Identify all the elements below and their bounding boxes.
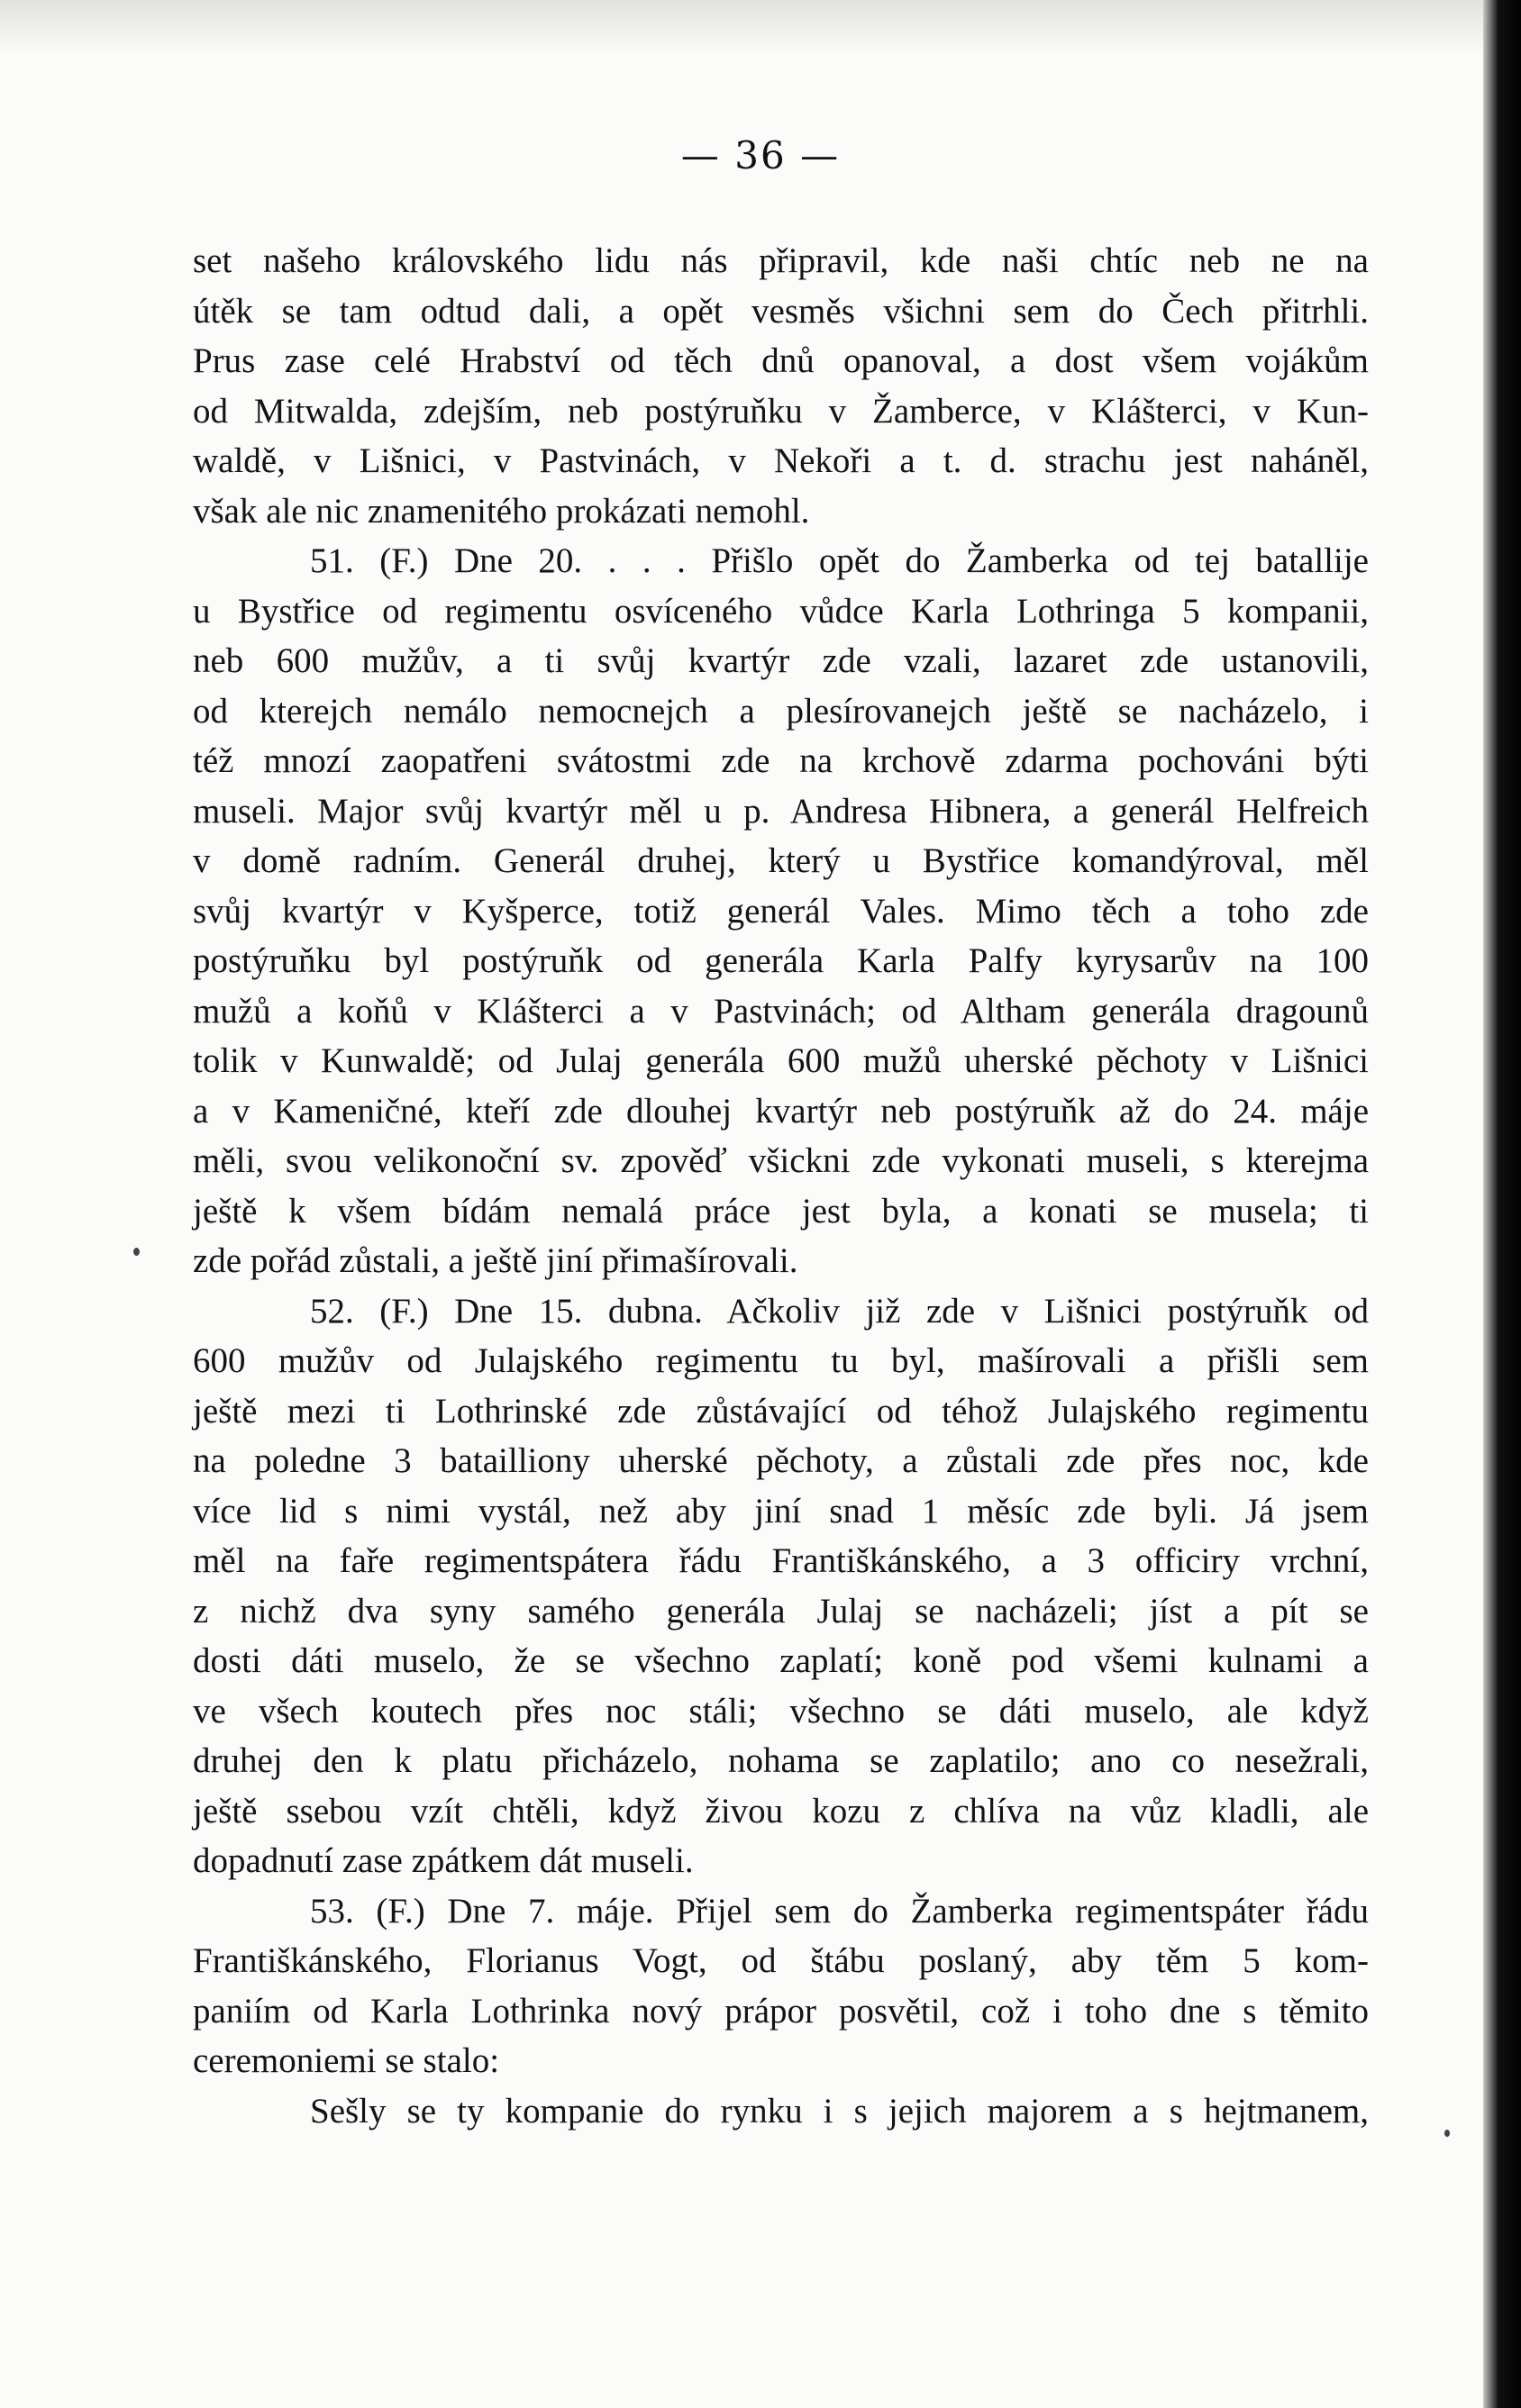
- scan-speck: [1444, 2130, 1450, 2137]
- text-line: set našeho královského lidu nás připravil, kde naši chtíc neb ne na: [193, 241, 1369, 280]
- text-line: 600 mužův od Julajského regimentu tu byl, mašírovali a přišli sem: [193, 1341, 1369, 1380]
- text-line: 53. (F.) Dne 7. máje. Přijel sem do Žamberka regimentspáter řádu: [310, 1891, 1369, 1931]
- text-line: svůj kvartýr v Kyšperce, totiž generál Vales. Mimo těch a toho zde: [193, 891, 1369, 931]
- text-line: od Mitwalda, zdejším, neb postýruňku v Žamberce, v Klášterci, v Kun-: [193, 391, 1369, 431]
- text-line: tolik v Kunwaldě; od Julaj generála 600 mužů uherské pěchoty v Lišnici: [193, 1041, 1369, 1080]
- scan-speck: [133, 1248, 140, 1256]
- scan-top-shadow: [0, 0, 1521, 54]
- text-line: z nichž dva syny samého generála Julaj se nacházeli; jíst a pít se: [193, 1591, 1369, 1631]
- text-line: však ale nic znamenitého prokázati nemohl.: [193, 491, 810, 531]
- text-line: druhej den k platu přicházelo, nohama se zaplatilo; ano co nesežrali,: [193, 1741, 1369, 1780]
- body-text: [193, 236, 1369, 2136]
- text-line: 51. (F.) Dne 20. . . . Přišlo opět do Žamberka od tej batallije: [310, 541, 1369, 580]
- text-line: waldě, v Lišnici, v Pastvinách, v Nekoři a t. d. strachu jest naháněl,: [193, 441, 1369, 480]
- text-line: Františkánského, Florianus Vogt, od štábu poslaný, aby těm 5 kom-: [193, 1941, 1369, 1980]
- scan-right-edge: [1483, 0, 1521, 2408]
- text-line: měl na faře regimentspátera řádu Františkánského, a 3 officiry vrchní,: [193, 1541, 1369, 1580]
- text-line: paniím od Karla Lothrinka nový prápor posvětil, což i toho dne s těmito: [193, 1991, 1369, 2031]
- text-line: dosti dáti muselo, že se všechno zaplatí; koně pod všemi kulnami a: [193, 1641, 1369, 1680]
- text-line: museli. Major svůj kvartýr měl u p. Andresa Hibnera, a generál Helfreich: [193, 791, 1369, 831]
- text-line: v domě radním. Generál druhej, který u Bystřice komandýroval, měl: [193, 841, 1369, 880]
- text-line: postýruňku byl postýruňk od generála Karla Palfy kyrysarův na 100: [193, 941, 1369, 980]
- text-line: a v Kameničné, kteří zde dlouhej kvartýr neb postýruňk až do 24. máje: [193, 1091, 1369, 1131]
- text-line: Sešly se ty kompanie do rynku i s jejich majorem a s hejtmanem,: [310, 2091, 1369, 2131]
- text-line: ceremoniemi se stalo:: [193, 2041, 500, 2080]
- text-line: neb 600 mužův, a ti svůj kvartýr zde vzali, lazaret zde ustanovili,: [193, 641, 1369, 680]
- text-line: ještě k všem bídám nemalá práce jest byla, a konati se musela; ti: [193, 1191, 1369, 1231]
- text-line: ještě ssebou vzít chtěli, když živou kozu z chlíva na vůz kladli, ale: [193, 1791, 1369, 1831]
- text-line: dopadnutí zase zpátkem dát museli.: [193, 1841, 694, 1880]
- text-line: na poledne 3 batailliony uherské pěchoty, a zůstali zde přes noc, kde: [193, 1441, 1369, 1480]
- text-line: měli, svou velikonoční sv. zpověď všickni zde vykonati museli, s kterejma: [193, 1141, 1369, 1180]
- text-line: mužů a koňů v Klášterci a v Pastvinách; od Altham generála dragounů: [193, 991, 1369, 1031]
- text-line: více lid s nimi vystál, než aby jiní snad 1 měsíc zde byli. Já jsem: [193, 1491, 1369, 1531]
- text-line: od kterejch nemálo nemocnejch a plesírovanejch ještě se nacházelo, i: [193, 691, 1369, 731]
- text-line: 52. (F.) Dne 15. dubna. Ačkoliv již zde v Lišnici postýruňk od: [310, 1291, 1369, 1331]
- text-line: Prus zase celé Hrabství od těch dnů opanoval, a dost všem vojákům: [193, 341, 1369, 380]
- page-number: — 36 —: [680, 133, 841, 177]
- text-line: u Bystřice od regimentu osvíceného vůdce Karla Lothringa 5 kompanii,: [193, 591, 1369, 631]
- text-line: ještě mezi ti Lothrinské zde zůstávající od téhož Julajského regimentu: [193, 1391, 1369, 1431]
- text-line: útěk se tam odtud dali, a opět vesměs všichni sem do Čech přitrhli.: [193, 291, 1369, 331]
- text-line: zde pořád zůstali, a ještě jiní přimašírovali.: [193, 1241, 798, 1280]
- text-line: ve všech koutech přes noc stáli; všechno se dáti muselo, ale když: [193, 1691, 1369, 1731]
- text-line: též mnozí zaopatřeni svátostmi zde na krchově zdarma pochováni býti: [193, 741, 1369, 780]
